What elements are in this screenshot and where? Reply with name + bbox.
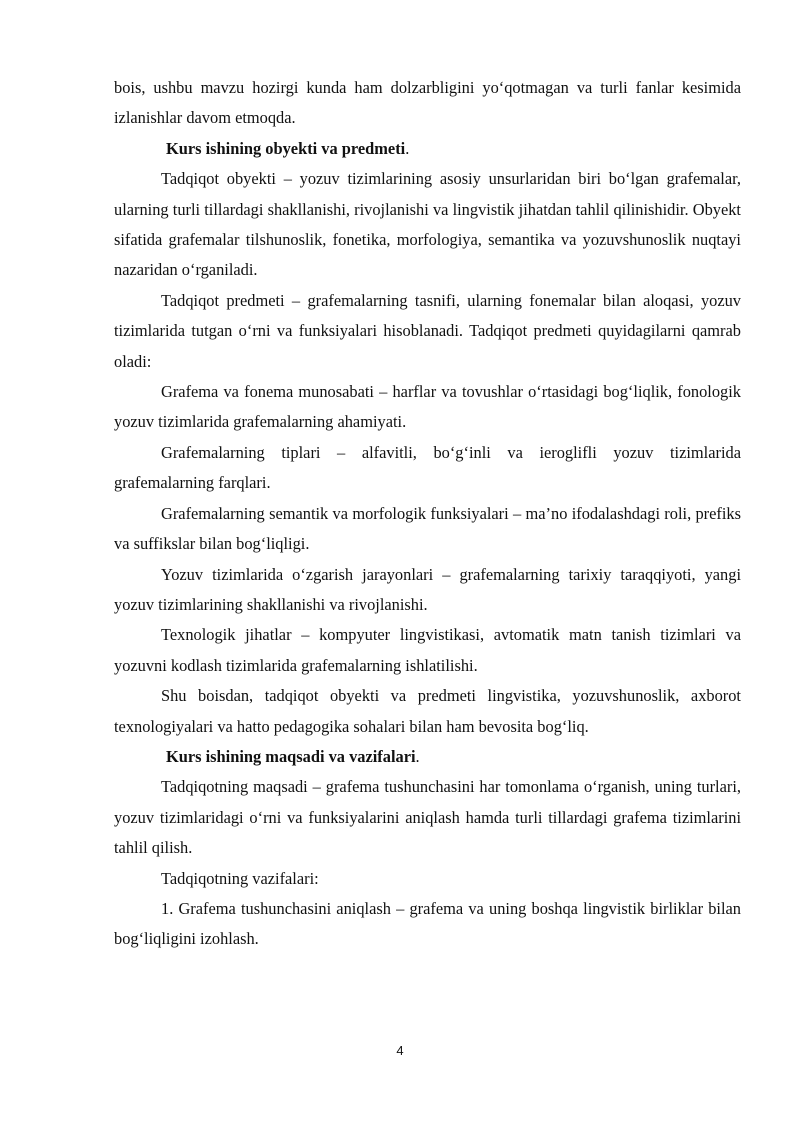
paragraph: Tadqiqotning maqsadi – grafema tushunchasini har tomonlama o‘rganish, uning turlari, yozuv tizimlaridagi o‘rni va funksiyalarini aniqlash hamda turli tillardagi grafema tizimlarini tahlil qilish. bbox=[114, 777, 741, 858]
paragraph: Yozuv tizimlarida o‘zgarish jarayonlari – grafemalarning tarixiy taraqqiyoti, yangi yozuv tizimlarining shakllanishi va rivojlanishi. bbox=[114, 564, 741, 614]
section-heading-text: Kurs ishining maqsadi va vazifalari bbox=[166, 746, 416, 766]
paragraph: Shu boisdan, tadqiqot obyekti va predmeti lingvistika, yozuvshunoslik, axborot texnologiyalari va hatto pedagogika sohalari bilan ham bevosita bog‘liq. bbox=[114, 686, 741, 736]
page-number: 4 bbox=[396, 1043, 404, 1058]
section-heading bbox=[114, 134, 741, 164]
paragraph: Tadqiqotning vazifalari: bbox=[161, 868, 319, 888]
section-heading-text: Kurs ishining obyekti va predmeti bbox=[166, 138, 406, 158]
paragraph: Texnologik jihatlar – kompyuter lingvistikasi, avtomatik matn tanish tizimlari va yozuvni kodlash tizimlarida grafemalarning ishlatilishi. bbox=[114, 625, 741, 675]
document-page bbox=[114, 73, 741, 955]
section-heading-tail: . bbox=[415, 746, 420, 766]
paragraph: bois, ushbu mavzu hozirgi kunda ham dolzarbligini yo‘qotmagan va turli fanlar kesimida izlanishlar davom etmoqda. bbox=[114, 78, 741, 128]
section-heading-tail: . bbox=[405, 138, 410, 158]
paragraph: Grafemalarning semantik va morfologik funksiyalari – ma’no ifodalashdagi roli, prefiks va suffikslar bilan bog‘liqligi. bbox=[114, 503, 741, 554]
section-heading bbox=[114, 742, 741, 772]
paragraph: Grafema va fonema munosabati – harflar va tovushlar o‘rtasidagi bog‘liqlik, fonologik yozuv tizimlarida grafemalarning ahamiyati. bbox=[114, 382, 741, 432]
paragraph: Tadqiqot predmeti – grafemalarning tasnifi, ularning fonemalar bilan aloqasi, yozuv tizimlarida tutgan o‘rni va funksiyalari hisoblanadi. Tadqiqot predmeti quyidagilarni qamrab oladi: bbox=[114, 290, 741, 371]
paragraph: Tadqiqot obyekti – yozuv tizimlarining asosiy unsurlaridan biri bo‘lgan grafemalar, ularning turli tillardagi shakllanishi, rivojlanishi va lingvistik jihatdan tahlil qilinishidir. Obyekt sifatida grafemalar tilshunoslik, fonetika, morfologiya, semantika va yozuvshunoslik nuqtayi nazaridan o‘rganiladi. bbox=[114, 169, 741, 280]
paragraph: Grafemalarning tiplari – alfavitli, bo‘g‘inli va ieroglifli yozuv tizimlarida grafemalarning farqlari. bbox=[114, 442, 741, 493]
paragraph: 1. Grafema tushunchasini aniqlash – grafema va uning boshqa lingvistik birliklar bilan bog‘liqligini izohlash. bbox=[114, 898, 741, 949]
